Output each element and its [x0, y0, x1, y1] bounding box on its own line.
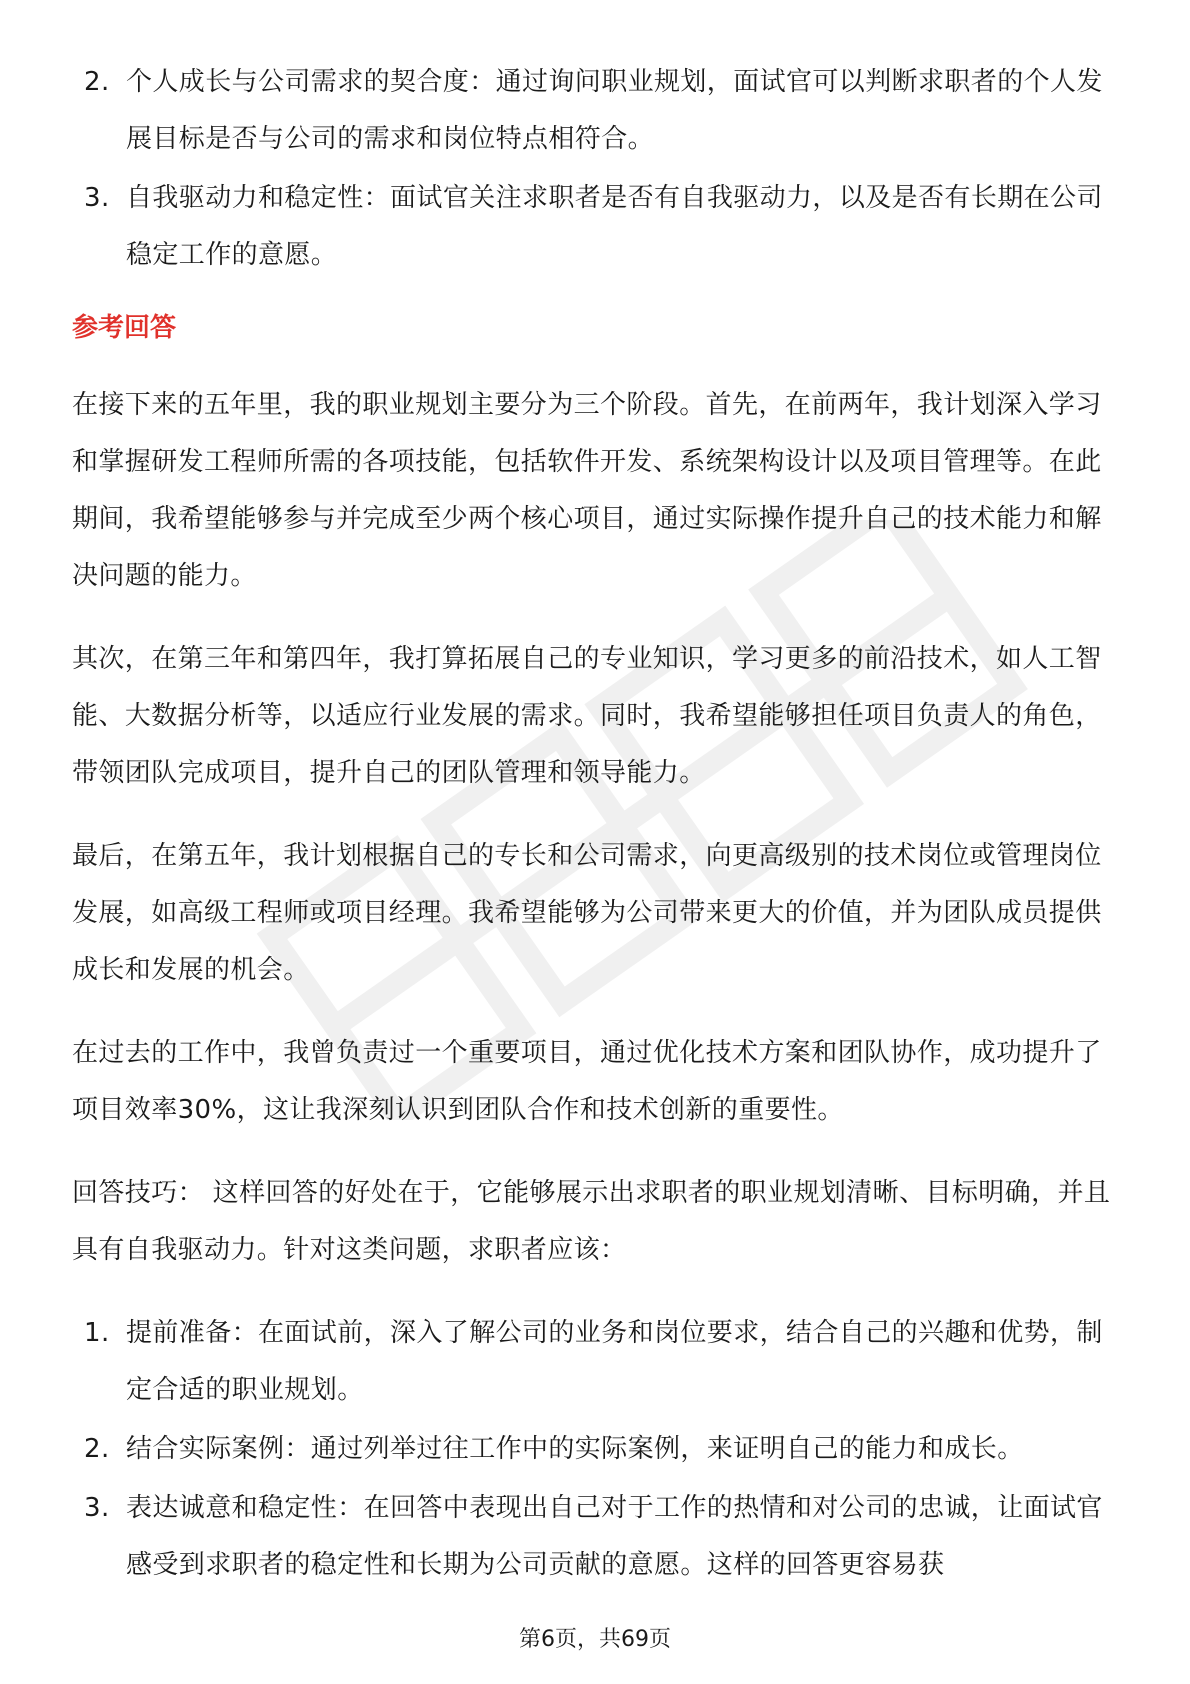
section-heading: 参考回答 — [72, 313, 177, 343]
paragraph: 在过去的工作中，我曾负责过一个重要项目，通过优化技术方案和团队协作，成功提升了项目效率30%，这让我深刻认识到团队合作和技术创新的重要性。 — [72, 1038, 1102, 1125]
list-item — [72, 1421, 1122, 1478]
list-number: 2. — [84, 67, 110, 97]
answer-tips-paragraph: 回答技巧： 这样回答的好处在于，它能够展示出求职者的职业规划清晰、目标明确，并且具有自我驱动力。针对这类问题，求职者应该： — [72, 1178, 1111, 1265]
list-item-body: 通过询问职业规划，面试官可以判断求职者的个人发展目标是否与公司的需求和岗位特点相符合。 — [126, 67, 1103, 154]
list-item — [72, 1305, 1122, 1419]
list-item-body: 面试官关注求职者是否有自我驱动力，以及是否有长期在公司稳定工作的意愿。 — [126, 183, 1103, 270]
document-content — [72, 54, 1122, 1596]
list-item-title: 个人成长与公司需求的契合度： — [126, 67, 496, 97]
list-item — [72, 54, 1122, 168]
paragraph: 最后，在第五年，我计划根据自己的专长和公司需求，向更高级别的技术岗位或管理岗位发展，如高级工程师或项目经理。我希望能够为公司带来更大的价值，并为团队成员提供成长和发展的机会。 — [72, 841, 1102, 985]
paragraph: 其次，在第三年和第四年，我打算拓展自己的专业知识，学习更多的前沿技术，如人工智能、大数据分析等，以适应行业发展的需求。同时，我希望能够担任项目负责人的角色，带领团队完成项目，提升自己的团队管理和领导能力。 — [72, 644, 1102, 788]
tips-numbered-list — [72, 1305, 1122, 1594]
list-item — [72, 1480, 1122, 1594]
list-item-text: 提前准备：在面试前，深入了解公司的业务和岗位要求，结合自己的兴趣和优势，制定合适的职业规划。 — [126, 1318, 1103, 1405]
list-number: 2. — [84, 1434, 110, 1464]
top-numbered-list — [72, 54, 1122, 284]
list-item-title: 自我驱动力和稳定性： — [126, 183, 391, 213]
list-item-text: 表达诚意和稳定性：在回答中表现出自己对于工作的热情和对公司的忠诚，让面试官感受到求职者的稳定性和长期为公司贡献的意愿。这样的回答更容易获 — [126, 1493, 1103, 1580]
list-number: 3. — [84, 1493, 110, 1523]
list-number: 1. — [84, 1318, 110, 1348]
list-item-text: 结合实际案例：通过列举过往工作中的实际案例，来证明自己的能力和成长。 — [126, 1434, 1024, 1464]
list-item — [72, 170, 1122, 284]
list-number: 3. — [84, 183, 110, 213]
page-footer: 第6页，共69页 — [519, 1627, 671, 1652]
paragraph: 在接下来的五年里，我的职业规划主要分为三个阶段。首先，在前两年，我计划深入学习和掌握研发工程师所需的各项技能，包括软件开发、系统架构设计以及项目管理等。在此期间，我希望能够参与并完成至少两个核心项目，通过实际操作提升自己的技术能力和解决问题的能力。 — [72, 390, 1102, 591]
